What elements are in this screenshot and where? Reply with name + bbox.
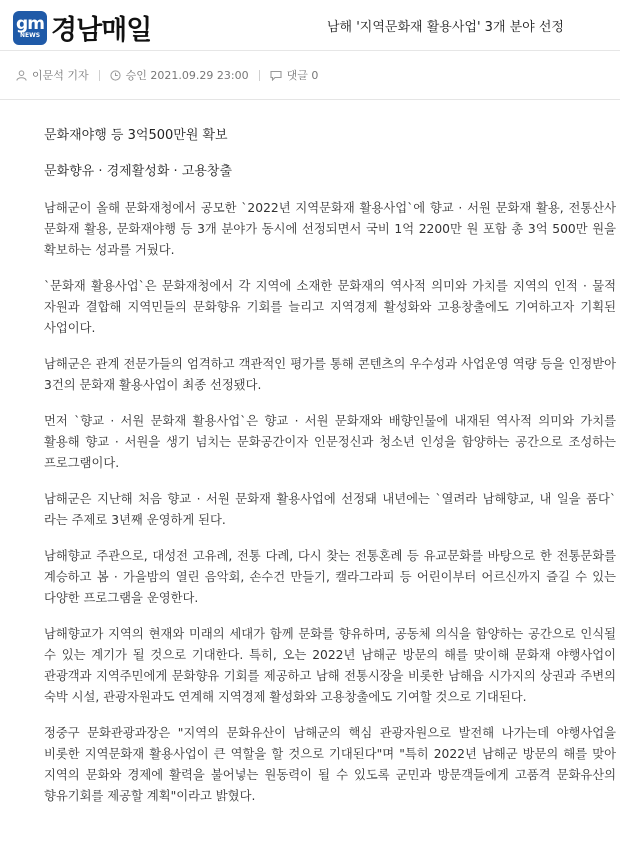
article-paragraph: 먼저 `향교 · 서원 문화재 활용사업`은 향교 · 서원 문화재와 배향인물에 내재된 역사적 의미와 가치를 활용해 향교 · 서원을 생기 넘치는 문화공간이자 인문정신과 청소년 인성을 함양하는 공간으로 조성하는 프로그램이다. bbox=[44, 414, 616, 470]
article-paragraph: 남해향교가 지역의 현재와 미래의 세대가 함께 문화를 향유하며, 공동체 의식을 함양하는 공간으로 인식될 수 있는 계기가 될 것으로 기대한다. 특히, 오는 2022년 남해군 방문의 해를 맞이해 문화재 야행사업이 관광객과 지역주민에게 문화향유 기회를 제공하고 남해 전통시장을 비롯한 남해읍 시가지의 상권과 주변의 숙박 시설, 관광자원과도 연계해 지역경제 활성화와 고용창출에도 기여할 것으로 기대된다. bbox=[44, 627, 616, 704]
meta-divider bbox=[99, 70, 100, 81]
logo-text: 경남매일 bbox=[51, 15, 152, 46]
article-paragraph: 정중구 문화관광과장은 "지역의 문화유산이 남해군의 핵심 관광자원으로 발전해 나가는데 야행사업을 비롯한 지역문화재 활용사업이 큰 역할을 할 것으로 기대된다"며 "특히 2022년 남해군 방문의 해를 맞아 지역의 문화와 경제에 활력을 불어넣는 원동력이 될 수 있도록 군민과 방문객들에게 고품격 문화유산의 향유기회를 제공할 계획"이라고 밝혔다. bbox=[44, 726, 616, 803]
approval-date: 승인 2021.09.29 23:00 bbox=[125, 69, 249, 82]
approval-info bbox=[110, 67, 249, 83]
site-logo[interactable] bbox=[13, 8, 151, 47]
comments-count: 댓글 0 bbox=[286, 69, 319, 82]
article-paragraph: `문화재 활용사업`은 문화재청에서 각 지역에 소재한 문화재의 역사적 의미와 가치를 지역의 인적 · 물적 자원과 결합해 지역민들의 문화향유 기회를 늘리고 지역경제 활성화와 고용창출에도 기여하고자 기획된 사업이다. bbox=[44, 279, 616, 335]
comment-icon bbox=[270, 70, 282, 81]
header-article-title: 남해 '지역문화재 활용사업' 3개 분야 선정 bbox=[326, 20, 564, 35]
article-subtitle: 문화재야행 등 3억500만원 확보 bbox=[44, 128, 228, 143]
comments-link[interactable] bbox=[270, 67, 319, 83]
clock-icon bbox=[110, 70, 121, 81]
article-body bbox=[0, 126, 620, 807]
article-paragraph: 남해군은 관계 전문가들의 엄격하고 객관적인 평가를 통해 콘텐츠의 우수성과 사업운영 역량 등을 인정받아 3건의 문화재 활용사업이 최종 선정됐다. bbox=[44, 357, 616, 392]
site-header bbox=[0, 0, 620, 51]
logo-mark bbox=[13, 11, 47, 45]
article-paragraph: 남해향교 주관으로, 대성전 고유례, 전통 다례, 다시 찾는 전통혼례 등 유교문화를 바탕으로 한 전통문화를 계승하고 봄 · 가을밤의 열린 음악회, 손수건 만들기, 캘라그라피 등 어린이부터 어르신까지 즐길 수 있는 다양한 프로그램을 운영한다. bbox=[44, 549, 616, 605]
user-icon bbox=[16, 70, 27, 81]
article-paragraph: 남해군이 올해 문화재청에서 공모한 `2022년 지역문화재 활용사업`에 향교 · 서원 문화재 활용, 전통산사 문화재 활용, 문화재야행 등 3개 분야가 동시에 선정되면서 국비 1억 2200만 원 포함 총 3억 500만 원을 확보하는 성과를 거뒀다. bbox=[44, 201, 616, 257]
article-paragraph: 남해군은 지난해 처음 향교 · 서원 문화재 활용사업에 선정돼 내년에는 `열려라 남해향교, 내 일을 품다`라는 주제로 3년째 운영하게 된다. bbox=[44, 492, 616, 527]
article-subtitle: 문화향유 · 경제활성화 · 고용창출 bbox=[44, 164, 233, 179]
logo-mark-text: gm bbox=[16, 14, 44, 34]
meta-divider bbox=[259, 70, 260, 81]
author-info bbox=[16, 67, 89, 83]
logo-mark-sub: NEWS bbox=[19, 32, 41, 39]
article-meta bbox=[0, 51, 620, 100]
author-name: 이문석 기자 bbox=[32, 69, 89, 82]
